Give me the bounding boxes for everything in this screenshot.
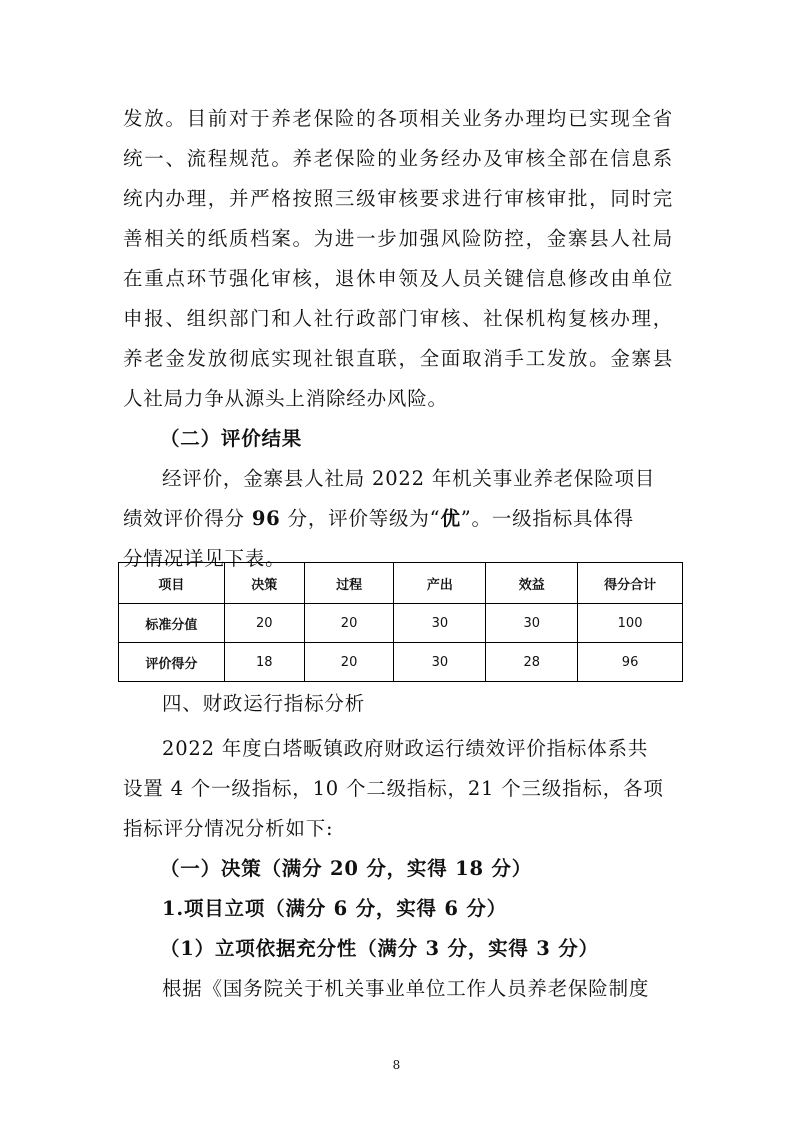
paragraph-line: 人社局力争从源头上消除经办风险。 [123,387,448,410]
table-header-cell: 得分合计 [578,563,683,604]
section-heading-result: （二）评价结果 [160,427,303,450]
paragraph-line: 发放。目前对于养老保险的各项相关业务办理均已实现全省 [123,107,673,130]
paragraph-line: 经评价，金寨县人社局 2022 年机关事业养老保险项目 [162,467,656,490]
paragraph-line: 申报、组织部门和人社行政部门审核、社保机构复核办理， [123,307,673,330]
paragraph-line: 在重点环节强化审核，退休申领及人员关键信息修改由单位 [123,267,673,290]
table-cell: 30 [394,643,486,682]
table-header-row [119,563,683,604]
subheading-decision: （一）决策（满分 20 分，实得 18 分） [160,857,533,880]
table-cell: 20 [224,604,304,643]
paragraph-line: 设置 4 个一级指标，10 个二级指标，21 个三级指标，各项 [123,777,664,800]
paragraph-line: 根据《国务院关于机关事业单位工作人员养老保险制度 [162,977,650,1000]
grade-value: 优 [440,507,461,530]
table-cell: 30 [486,604,578,643]
section-heading-four: 四、财政运行指标分析 [162,692,366,715]
score-text-mid: 分，评价等级为“ [280,507,441,530]
table-row-label: 评价得分 [119,643,225,682]
paragraph-line: 指标评分情况分析如下: [123,817,334,840]
subheading-project: 1.项目立项（满分 6 分，实得 6 分） [162,897,507,920]
table-header-cell: 决策 [224,563,304,604]
paragraph-line: 统内办理，并严格按照三级审核要求进行审核审批，同时完 [123,187,673,210]
table-row [119,604,683,643]
table-cell: 100 [578,604,683,643]
table-row-label: 标准分值 [119,604,225,643]
paragraph-line: 2022 年度白塔畈镇政府财政运行绩效评价指标体系共 [162,737,649,760]
paragraph-line: 养老金发放彻底实现社银直联，全面取消手工发放。金寨县 [123,347,673,370]
table-cell: 18 [224,643,304,682]
score-text-pre: 绩效评价得分 [123,507,252,530]
page-number: 8 [392,1058,401,1072]
table-cell: 96 [578,643,683,682]
paragraph-line: 统一、流程规范。养老保险的业务经办及审核全部在信息系 [123,147,673,170]
table-cell: 20 [304,604,394,643]
table-header-cell: 产出 [394,563,486,604]
score-sentence [123,507,673,531]
subheading-basis: （1）立项依据充分性（满分 3 分，实得 3 分） [160,937,599,960]
table-header-cell: 过程 [304,563,394,604]
table-header-cell: 效益 [486,563,578,604]
table-cell: 20 [304,643,394,682]
score-table [118,562,683,682]
score-value: 96 [251,507,281,530]
score-text-post: ”。一级指标具体得 [460,507,634,530]
paragraph-line: 分情况详见下表。 [123,547,286,570]
table-row [119,643,683,682]
table-cell: 28 [486,643,578,682]
table-header-cell: 项目 [119,563,225,604]
table-cell: 30 [394,604,486,643]
paragraph-line: 善相关的纸质档案。为进一步加强风险防控，金寨县人社局 [123,227,673,250]
